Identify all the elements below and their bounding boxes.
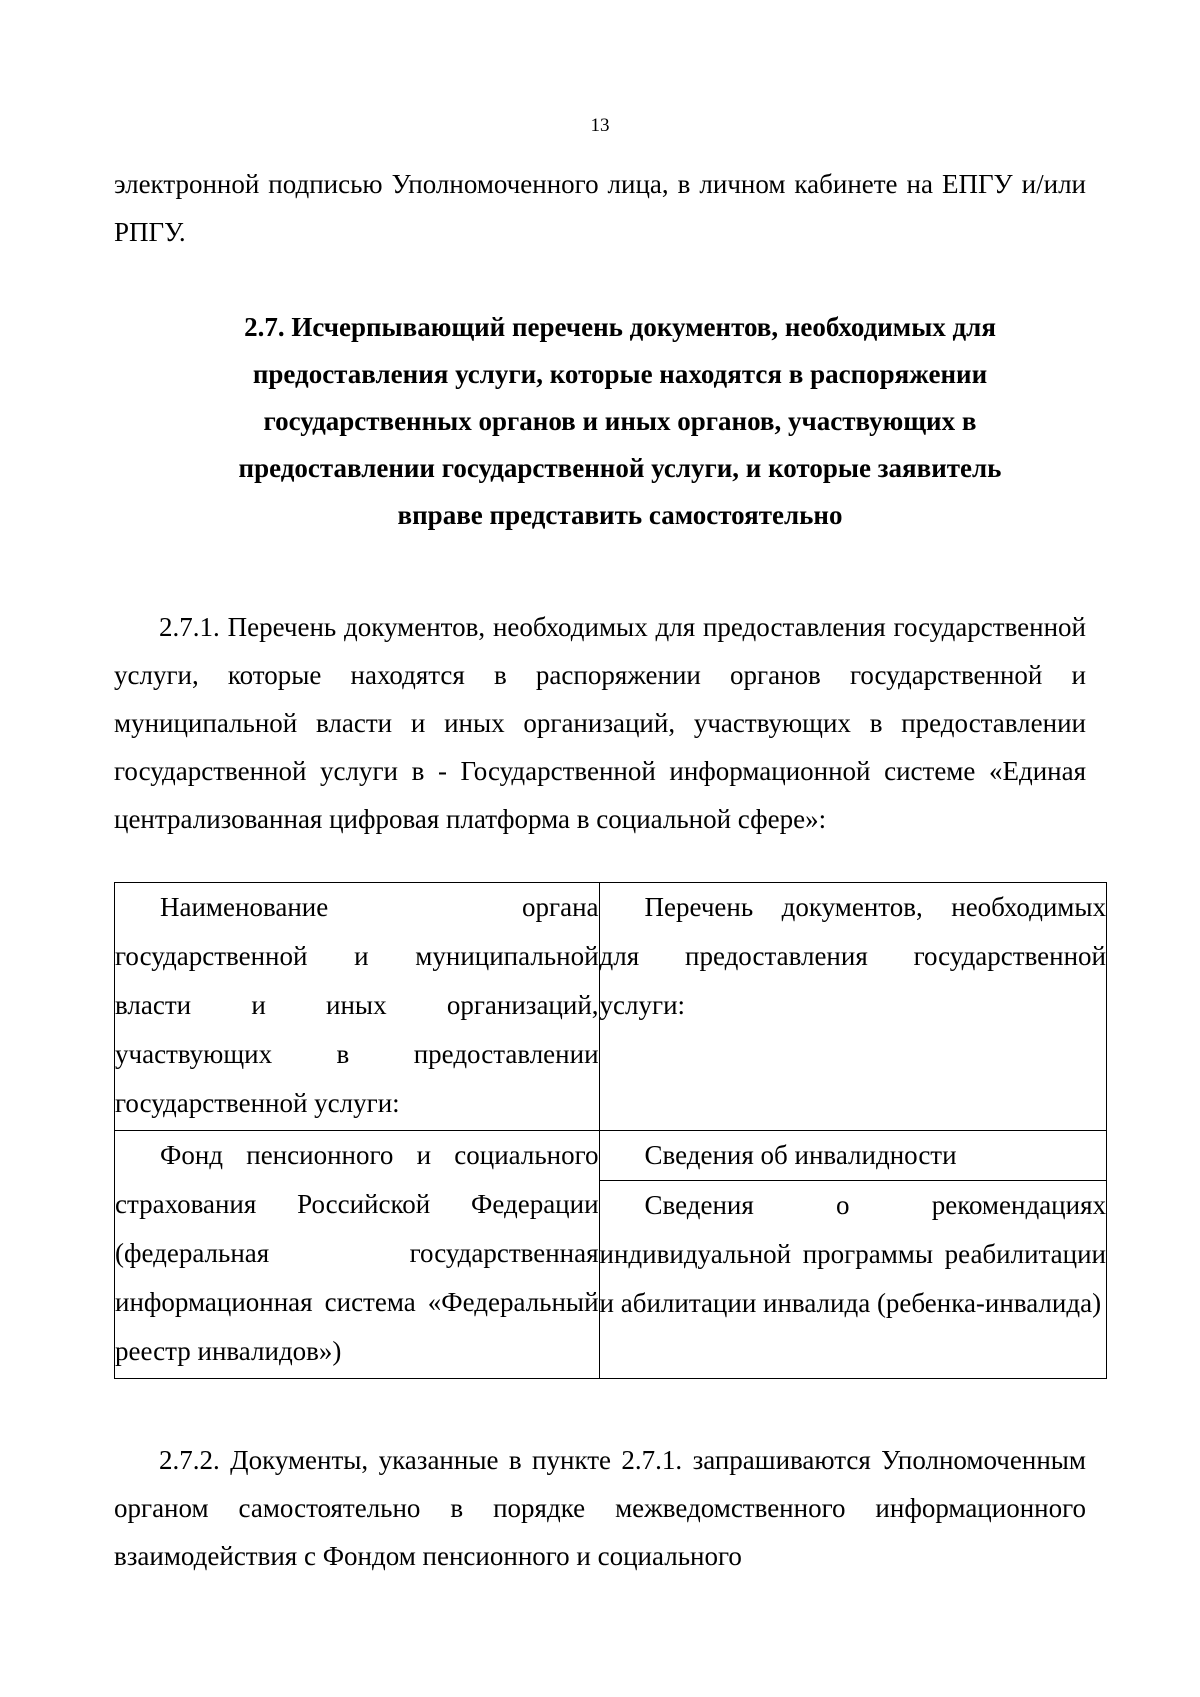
table-header-right-text: Перечень документов, необходимых для предоставления государственной услуги:: [599, 892, 1106, 1020]
table-header-left: [115, 883, 600, 1131]
table-cell-documents: [599, 1131, 1106, 1379]
heading-line: предоставлении государственной услуги, и которые заявитель: [238, 453, 1002, 483]
continuation-paragraph: электронной подписью Уполномоченного лица, в личном кабинете на ЕПГУ и/или РПГУ.: [114, 169, 1086, 247]
table-header-row: [115, 883, 1107, 1131]
table-row: [115, 1131, 1107, 1379]
heading-line: предоставления услуги, которые находятся в распоряжении: [252, 359, 988, 389]
table-header-left-text: Наименование органа государственной и муниципальной власти и иных организаций, участвующих в предоставлении государственной услуги:: [115, 892, 599, 1118]
paragraph-2-7-1: 2.7.1. Перечень документов, необходимых для предоставления государственной услуги, которые находятся в распоряжении органов государственной и муниципальной власти и иных организаций, участвующих в предоставлении государственной услуги в - Государственной информационной системе «Единая централизованная цифровая платформа в социальной сфере»:: [114, 612, 1086, 834]
paragraph-2-7-2: 2.7.2. Документы, указанные в пункте 2.7.1. запрашиваются Уполномоченным органом самостоятельно в порядке межведомственного информационного взаимодействия с Фондом пенсионного и социального: [114, 1445, 1086, 1571]
heading-line: 2.7. Исчерпывающий перечень документов, необходимых для: [244, 312, 996, 342]
document-item: Сведения об инвалидности: [600, 1131, 1106, 1181]
page-number: 13: [590, 115, 610, 136]
heading-line: государственных органов и иных органов, участвующих в: [263, 406, 977, 436]
table-cell-organization: [115, 1131, 600, 1379]
heading-line: вправе представить самостоятельно: [397, 500, 843, 530]
documents-table: [114, 882, 1107, 1379]
table-header-right: [599, 883, 1106, 1131]
document-item: Сведения о рекомендациях индивидуальной программы реабилитации и абилитации инвалида (ребенка-инвалида): [599, 1190, 1106, 1318]
organization-name: Фонд пенсионного и социального страхования Российской Федерации (федеральная государственная информационная система «Федеральный реестр инвалидов»): [115, 1140, 599, 1366]
section-heading: [205, 304, 1035, 539]
